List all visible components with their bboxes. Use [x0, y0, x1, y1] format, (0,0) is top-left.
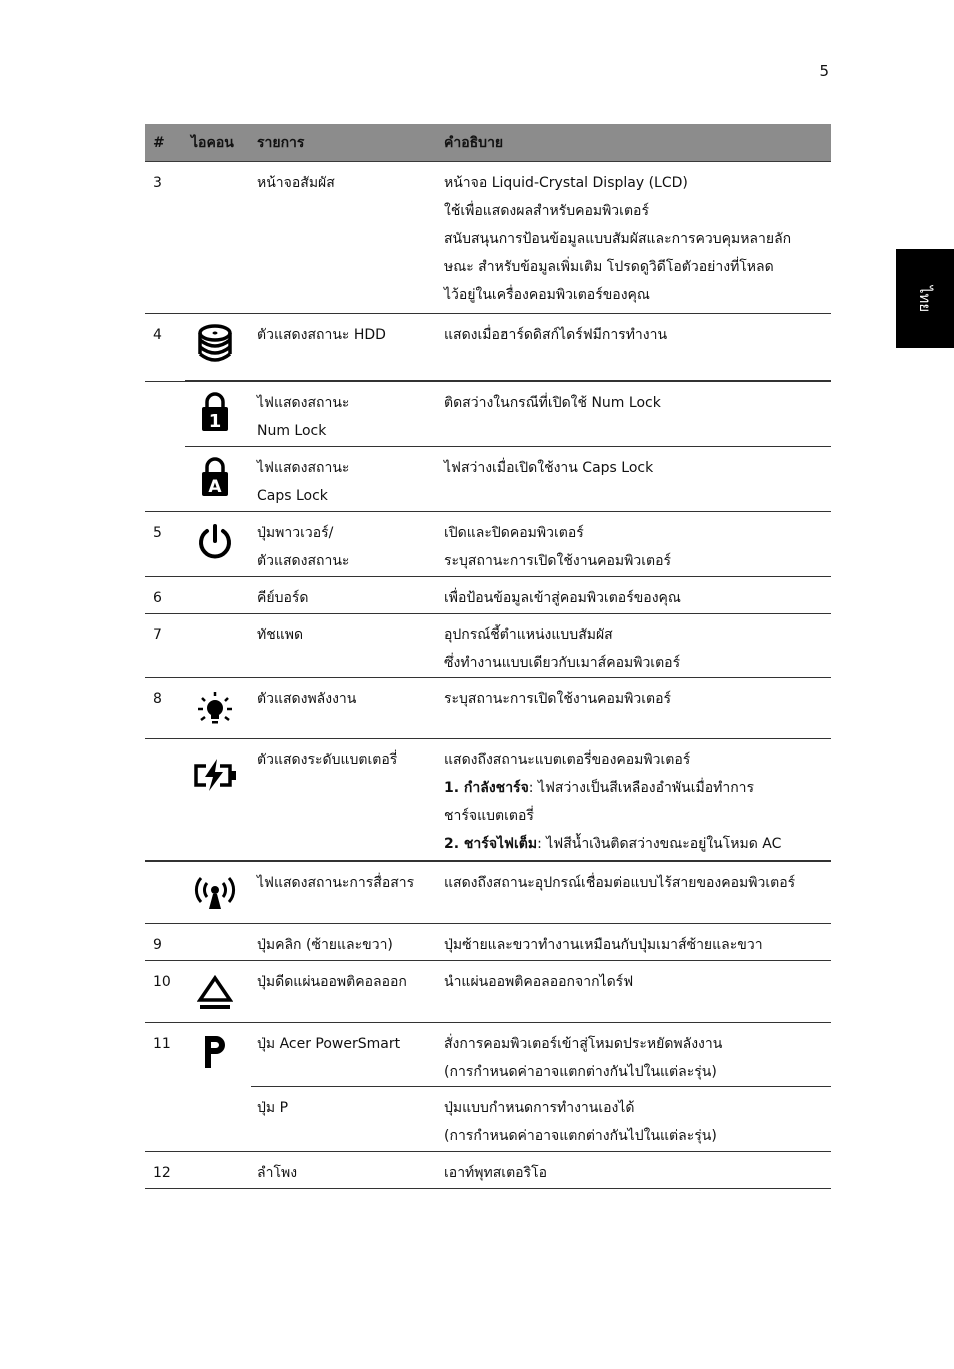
row-description: ระบุสถานะการเปิดใช้งานคอมพิวเตอร์: [444, 691, 672, 707]
power-icon: [191, 518, 239, 566]
row-number: 6: [153, 590, 162, 606]
row-number: 8: [153, 691, 162, 707]
wireless-icon: [191, 868, 239, 916]
row-description: ปุ่มแบบกำหนดการทำงานเองได้ (การกำหนดค่าอาจแตกต่างกันไปในแต่ละรุ่น): [444, 1100, 717, 1144]
row-item: หน้าจอสัมผัส: [257, 175, 335, 191]
table-row: [145, 678, 831, 739]
row-item: ปุ่มคลิก (ซ้ายและขวา): [257, 937, 393, 953]
row-item: ปุ่มพาวเวอร์/ ตัวแสดงสถานะ: [257, 525, 350, 569]
table-row: [145, 1087, 831, 1152]
header-num: #: [153, 134, 165, 151]
num-lock-icon: [191, 388, 239, 436]
row-description: ติดสว่างในกรณีที่เปิดใช้ Num Lock: [444, 395, 661, 411]
table-row: [145, 162, 831, 314]
row-description: อุปกรณ์ชี้ตำแหน่งแบบสัมผัส ซึ่งทำงานแบบเดียวกับเมาส์คอมพิวเตอร์: [444, 627, 681, 671]
table-row: [145, 862, 831, 924]
row-item: ตัวแสดงพลังงาน: [257, 691, 357, 707]
row-description: เพื่อป้อนข้อมูลเข้าสู่คอมพิวเตอร์ของคุณ: [444, 590, 681, 606]
table-row: [145, 447, 831, 512]
row-description: แสดงเมื่อฮาร์ดดิสก์ไดร์ฟมีการทำงาน: [444, 327, 668, 343]
row-description: ปุ่มซ้ายและขวาทำงานเหมือนกับปุ่มเมาส์ซ้ายและขวา: [444, 937, 763, 953]
row-description: เปิดและปิดคอมพิวเตอร์ ระบุสถานะการเปิดใช้งานคอมพิวเตอร์: [444, 525, 672, 569]
table-row: [145, 1152, 831, 1189]
page-number: 5: [819, 62, 829, 80]
row-number: 12: [153, 1165, 171, 1181]
row-item: ตัวแสดงสถานะ HDD: [257, 327, 386, 343]
table-row: [145, 577, 831, 614]
p-key-icon: [191, 1027, 239, 1075]
row-item: ไฟแสดงสถานะการสื่อสาร: [257, 875, 415, 891]
row-number: 10: [153, 974, 171, 990]
row-item: ตัวแสดงระดับแบตเตอรี่: [257, 752, 398, 768]
row-number: 5: [153, 525, 162, 541]
row-number: 3: [153, 175, 162, 191]
row-item: ปุ่ม Acer PowerSmart: [257, 1036, 401, 1052]
row-item: คีย์บอร์ด: [257, 590, 309, 606]
component-table: [145, 124, 831, 1189]
row-item: ไฟแสดงสถานะ Num Lock: [257, 395, 350, 439]
table-row: [145, 924, 831, 961]
eject-icon: [191, 969, 239, 1017]
row-number: 9: [153, 937, 162, 953]
table-header: [145, 124, 831, 162]
row-description: นำแผ่นออพติคอลออกจากไดร์ฟ: [444, 974, 634, 990]
row-number: 7: [153, 627, 162, 643]
row-description: แสดงถึงสถานะแบตเตอรี่ของคอมพิวเตอร์ 1. กำลังชาร์จ: ไฟสว่างเป็นสีเหลืองอำพันเมื่อทำการ ชาร์จแบตเตอรี่ 2. ชาร์จไฟเต็ม: ไฟสีน้ำเงินติดสว่างขณะอยู่ในโหมด AC: [444, 752, 782, 852]
row-description: หน้าจอ Liquid-Crystal Display (LCD) ใช้เพื่อแสดงผลสำหรับคอมพิวเตอร์ สนับสนุนการป้อนข้อมูลแบบสัมผัสและการควบคุมหลายลัก ษณะ สำหรับข้อมูลเพิ่มเติม โปรดดูวิดีโอตัวอย่างที่โหลด ไว้อยู่ในเครื่องคอมพิวเตอร์ของคุณ: [444, 175, 792, 303]
hdd-icon: [191, 320, 239, 368]
language-tab: [896, 249, 954, 348]
row-item: ลำโพง: [257, 1165, 298, 1181]
svg-text:1: 1: [208, 411, 222, 432]
header-item: รายการ: [257, 134, 305, 151]
row-description: ไฟสว่างเมื่อเปิดใช้งาน Caps Lock: [444, 460, 654, 476]
row-number: 11: [153, 1036, 171, 1052]
table-row: [145, 382, 831, 447]
battery-charge-icon: [191, 751, 239, 799]
table-row: [145, 739, 831, 862]
row-description: สั่งการคอมพิวเตอร์เข้าสู่โหมดประหยัดพลังงาน (การกำหนดค่าอาจแตกต่างกันไปในแต่ละรุ่น): [444, 1036, 723, 1080]
row-item: ปุ่มดีดแผ่นออพติคอลออก: [257, 974, 407, 990]
header-icon: ไอคอน: [191, 134, 234, 151]
row-item: ไฟแสดงสถานะ Caps Lock: [257, 460, 350, 504]
table-row: [145, 314, 831, 382]
table-row: [145, 512, 831, 577]
caps-lock-icon: [191, 453, 239, 501]
row-number: 4: [153, 327, 162, 343]
row-description: แสดงถึงสถานะอุปกรณ์เชื่อมต่อแบบไร้สายของคอมพิวเตอร์: [444, 875, 796, 891]
language-tab-label: ไทย: [916, 285, 934, 312]
row-description: เอาท์พุทสเตอริโอ: [444, 1165, 548, 1181]
row-item: ทัชแพด: [257, 627, 304, 643]
table-row: [145, 614, 831, 678]
table-row: [145, 961, 831, 1023]
row-item: ปุ่ม P: [257, 1100, 289, 1116]
header-desc: คำอธิบาย: [444, 134, 504, 151]
power-light-icon: [191, 686, 239, 734]
svg-text:A: A: [208, 477, 222, 497]
table-row: [145, 1023, 831, 1087]
